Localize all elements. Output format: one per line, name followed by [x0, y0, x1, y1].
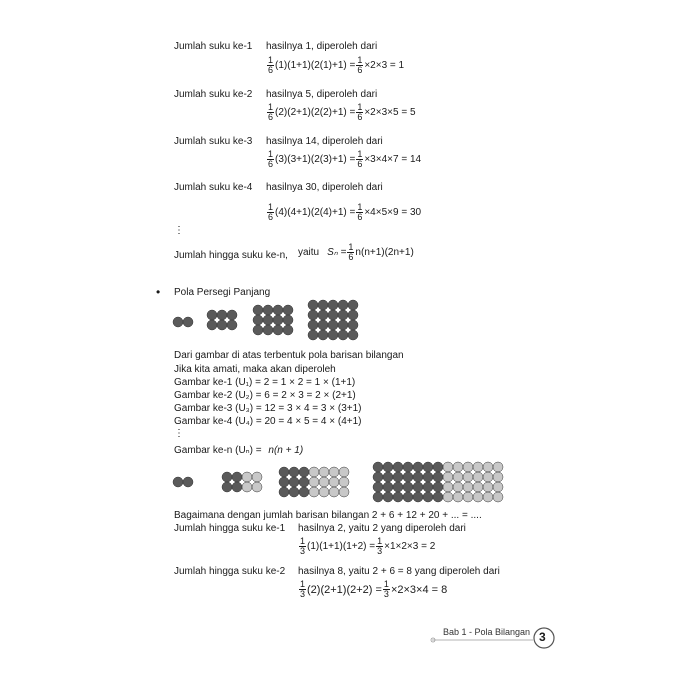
sum-label: Jumlah suku ke-3: [174, 136, 253, 147]
pattern-text-line: Gambar ke-1 (U₁) = 2 = 1 × 2 = 1 × (1+1): [174, 377, 356, 388]
cumulative-formula: $\frac{1}{3}$ (1)(1+1)(1+2) = $\frac{1}{3}$ ×1×2×3 = 2: [300, 536, 436, 556]
fraction: $\frac{1}{6}$: [357, 149, 363, 169]
figure-4-b: [373, 462, 503, 502]
general-formula: yaitu Sₙ = $\frac{1}{6}$ n(n+1)(2n+1): [298, 242, 414, 262]
pattern-text-line: Gambar ke-2 (U₂) = 6 = 2 × 3 = 2 × (2+1): [174, 390, 356, 401]
vertical-ellipsis: ⋮: [174, 428, 184, 439]
bullet: •: [156, 285, 161, 299]
general-label: Jumlah hingga suku ke-n,: [174, 250, 288, 261]
pattern-text-line: Gambar ke-3 (U₃) = 12 = 3 × 4 = 3 × (3+1): [174, 403, 362, 414]
sum-label: Jumlah suku ke-1: [174, 41, 253, 52]
cumulative-label: Jumlah hingga suku ke-1: [174, 523, 286, 534]
sum-label: Jumlah suku ke-2: [174, 89, 253, 100]
fraction: $\frac{1}{6}$: [268, 149, 274, 169]
sum-formula: $\frac{1}{6}$ (4)(4+1)(2(4)+1) = $\frac{1}{6}$ ×4×5×9 = 30: [268, 202, 422, 222]
sum-label: Jumlah suku ke-4: [174, 182, 253, 193]
page-number: 3: [539, 630, 546, 644]
fraction: $\frac{1}{6}$: [268, 202, 274, 222]
fraction: $\frac{1}{6}$: [357, 55, 363, 75]
fraction: $\frac{1}{3}$: [377, 536, 383, 556]
pattern-general: Gambar ke-n (Uₙ) = n(n + 1): [174, 445, 304, 456]
sum-formula: $\frac{1}{6}$ (1)(1+1)(2(1)+1) = $\frac{1}{6}$ ×2×3 = 1: [268, 55, 405, 75]
sum-result: hasilnya 30, diperoleh dari: [266, 182, 383, 193]
vertical-ellipsis: ⋮: [174, 225, 184, 236]
sum-result: hasilnya 14, diperoleh dari: [266, 136, 383, 147]
fraction: $\frac{1}{6}$: [268, 55, 274, 75]
figure-1-b: [173, 477, 193, 487]
section-title: Pola Persegi Panjang: [174, 287, 271, 298]
pattern-text-line: Jika kita amati, maka akan diperoleh: [174, 364, 336, 375]
sum-formula: $\frac{1}{6}$ (3)(3+1)(2(3)+1) = $\frac{1}{6}$ ×3×4×7 = 14: [268, 149, 422, 169]
fraction: $\frac{1}{6}$: [357, 102, 363, 122]
pattern-text-line: Dari gambar di atas terbentuk pola barisan bilangan: [174, 350, 404, 361]
fraction: $\frac{1}{6}$: [268, 102, 274, 122]
fraction: $\frac{1}{3}$: [383, 579, 389, 599]
series-question: Bagaimana dengan jumlah barisan bilangan 2 + 6 + 12 + 20 + ... = ....: [174, 510, 482, 521]
figure-3-b: [279, 467, 349, 497]
cumulative-label: Jumlah hingga suku ke-2: [174, 566, 286, 577]
pattern-text-line: Gambar ke-4 (U₄) = 20 = 4 × 5 = 4 × (4+1): [174, 416, 362, 427]
fraction: $\frac{1}{6}$: [348, 242, 354, 262]
cumulative-formula: $\frac{1}{3}$ (2)(2+1)(2+2) = $\frac{1}{3}$ ×2×3×4 = 8: [300, 579, 448, 599]
sum-result: hasilnya 1, diperoleh dari: [266, 41, 378, 52]
cumulative-result: hasilnya 8, yaitu 2 + 6 = 8 yang diperoleh dari: [298, 566, 500, 577]
fraction: $\frac{1}{3}$: [300, 579, 306, 599]
fraction: $\frac{1}{3}$: [300, 536, 306, 556]
fraction: $\frac{1}{6}$: [357, 202, 363, 222]
cumulative-result: hasilnya 2, yaitu 2 yang diperoleh dari: [298, 523, 466, 534]
sum-formula: $\frac{1}{6}$ (2)(2+1)(2(2)+1) = $\frac{1}{6}$ ×2×3×5 = 5: [268, 102, 416, 122]
chapter-label: Bab 1 - Pola Bilangan: [443, 627, 531, 637]
figure-2-b: [222, 472, 262, 492]
sum-result: hasilnya 5, diperoleh dari: [266, 89, 378, 100]
